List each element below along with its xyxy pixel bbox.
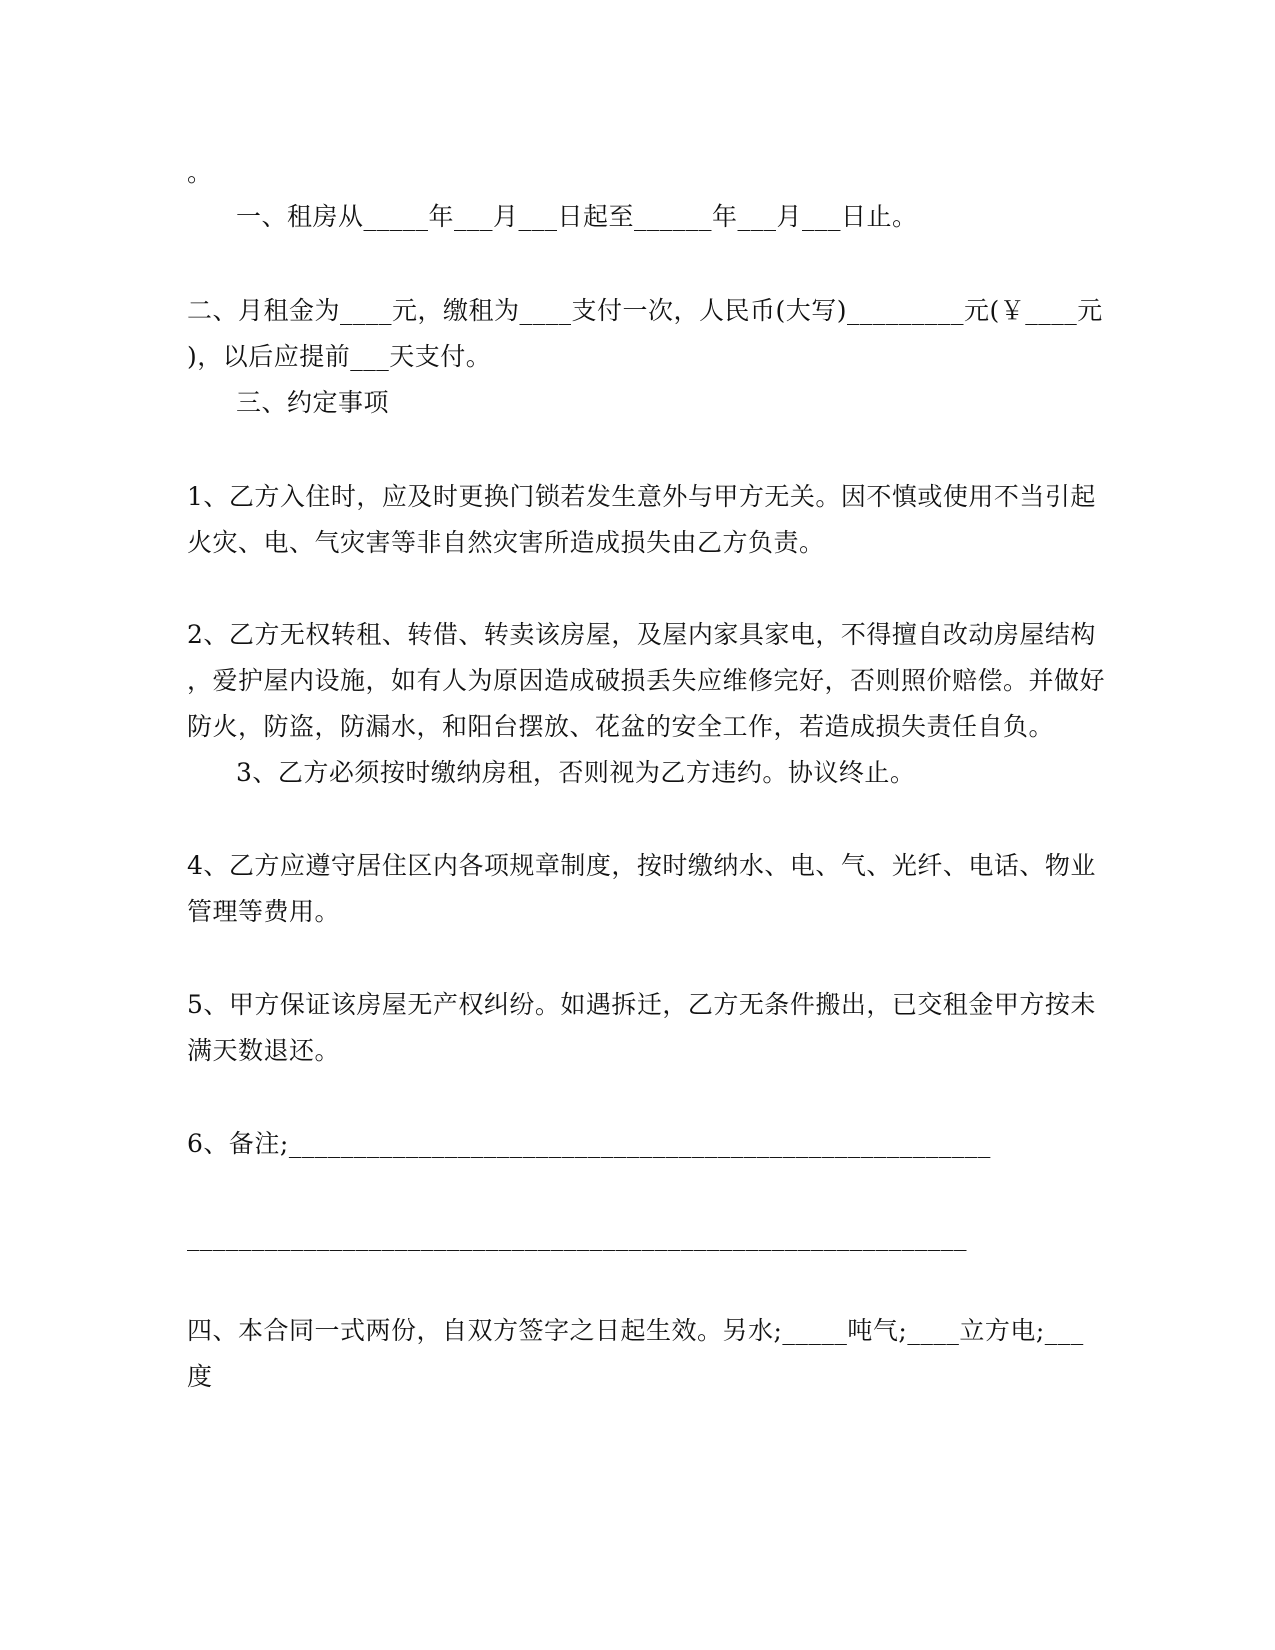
item-4-line-1: 4、乙方应遵守居住区内各项规章制度，按时缴纳水、电、气、光纤、电话、物业 — [187, 851, 1096, 880]
item-2-line-3: 防火，防盗，防漏水，和阳台摆放、花盆的安全工作，若造成损失责任自负。 — [187, 712, 1055, 741]
item-1-line-1: 1、乙方入住时，应及时更换门锁若发生意外与甲方无关。因不慎或使用不当引起 — [187, 482, 1096, 511]
item-3: 3、乙方必须按时缴纳房租，否则视为乙方违约。协议终止。 — [236, 758, 916, 787]
item-1-line-2: 火灾、电、气灾害等非自然灾害所造成损失由乙方负责。 — [187, 528, 825, 557]
item-5-line-2: 满天数退还。 — [187, 1036, 341, 1065]
clause-3-heading: 三、约定事项 — [236, 388, 390, 417]
clause-4-line-1: 四、本合同一式两份，自双方签字之日起生效。另水;_____吨气;____立方电;___ — [187, 1316, 1084, 1345]
item-5-line-1: 5、甲方保证该房屋无产权纠纷。如遇拆迁，乙方无条件搬出，已交租金甲方按未 — [187, 990, 1096, 1019]
clause-2-rent-line-1: 二、月租金为____元，缴租为____支付一次，人民币(大写)_________元(￥____元 — [187, 296, 1103, 325]
item-4-line-2: 管理等费用。 — [187, 897, 341, 926]
remarks-blank-line: ____________________________________________________________ — [187, 1222, 967, 1251]
item-2-line-2: ，爱护屋内设施，如有人为原因造成破损丢失应维修完好，否则照价赔偿。并做好 — [187, 666, 1106, 695]
clause-1-rental-period: 一、租房从_____年___月___日起至______年___月___日止。 — [236, 202, 918, 231]
stray-punctuation: 。 — [187, 158, 213, 187]
item-6-remarks: 6、备注;______________________________________________________ — [187, 1129, 991, 1158]
clause-2-rent-line-2: )，以后应提前___天支付。 — [187, 342, 492, 371]
clause-4-line-2: 度 — [187, 1362, 213, 1391]
item-2-line-1: 2、乙方无权转租、转借、转卖该房屋，及屋内家具家电，不得擅自改动房屋结构 — [187, 620, 1096, 649]
